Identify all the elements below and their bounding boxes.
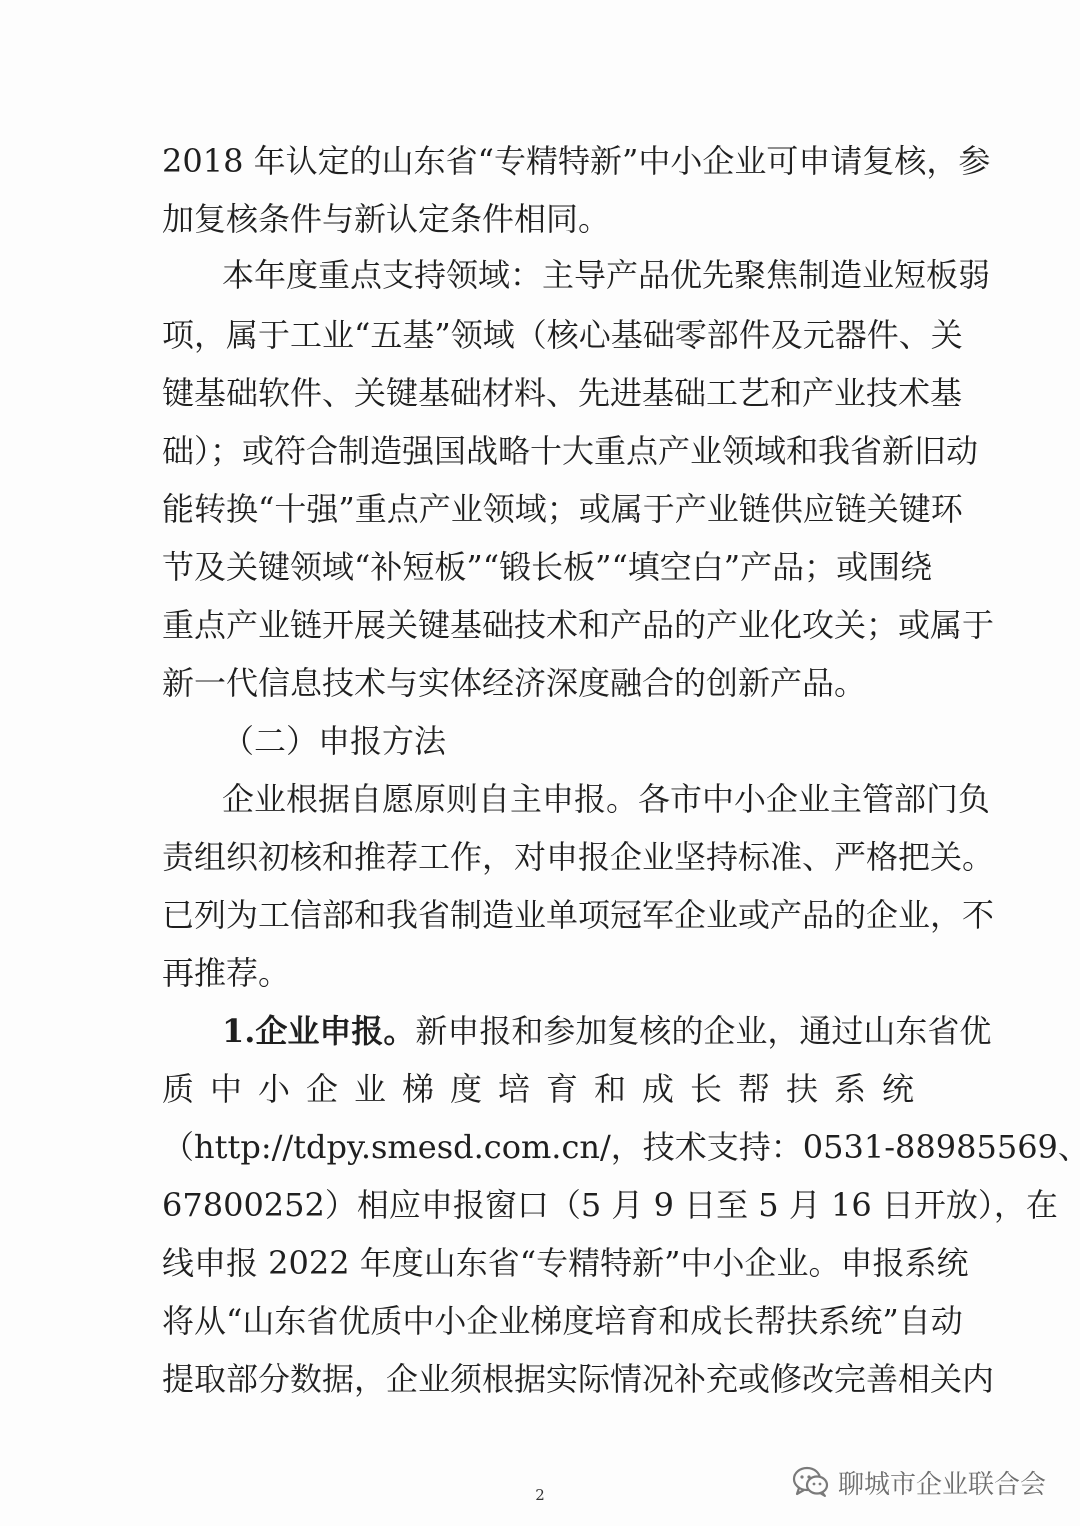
watermark-text: 聊城市企业联合会 [837,1469,1046,1500]
text-line: 项，属于工业“五基”领域（核心基础零部件及元器件、关 [162,316,963,354]
text-line: 础）；或符合制造强国战略十大重点产业领域和我省新旧动 [162,432,979,470]
text-line: 责组织初核和推荐工作，对申报企业坚持标准、严格把关。 [162,838,995,876]
text-line: 提取部分数据，企业须根据实际情况补充或修改完善相关内 [162,1360,995,1398]
text-line: 本年度重点支持领域：主导产品优先聚焦制造业短板弱 [222,256,991,294]
wechat-icon [792,1466,830,1498]
text-line: 企业根据自愿原则自主申报。各市中小企业主管部门负 [222,780,991,818]
text-line: 加复核条件与新认定条件相同。 [162,200,611,238]
text-line: 质中小企业梯度培育和成长帮扶系统 [162,1070,914,1108]
text-line: 重点产业链开展关键基础技术和产品的产业化攻关；或属于 [162,606,995,644]
text-line: （http://tdpy.smesd.com.cn/，技术支持：0531-88985569、 [162,1128,1090,1166]
account-watermark [792,1462,1046,1502]
text-line: 再推荐。 [162,954,291,992]
text-line [222,1002,992,1060]
text-line: 线申报 2022 年度山东省“专精特新”中小企业。申报系统 [162,1244,969,1282]
text-line: 2018 年认定的山东省“专精特新”中小企业可申请复核，参 [162,142,991,180]
subheading-enterprise-application: 1.企业申报。 [222,1012,416,1050]
text-line: 已列为工信部和我省制造业单项冠军企业或产品的企业，不 [162,896,995,934]
text-line: 67800252）相应申报窗口（5 月 9 日至 5 月 16 日开放），在 [162,1186,1058,1224]
text-line: 能转换“十强”重点产业领域；或属于产业链供应链关键环 [162,490,963,528]
text-line: 键基础软件、关键基础材料、先进基础工艺和产业技术基 [162,374,963,412]
page-number: 2 [535,1486,545,1504]
text-line: 节及关键领域“补短板”“锻长板”“填空白”产品；或围绕 [162,548,933,586]
section-heading: （二）申报方法 [222,722,447,760]
text-line: 将从“山东省优质中小企业梯度培育和成长帮扶系统”自动 [162,1302,963,1340]
text-line: 新一代信息技术与实体经济深度融合的创新产品。 [162,664,867,702]
text-run: 新申报和参加复核的企业，通过山东省优 [415,1012,992,1050]
